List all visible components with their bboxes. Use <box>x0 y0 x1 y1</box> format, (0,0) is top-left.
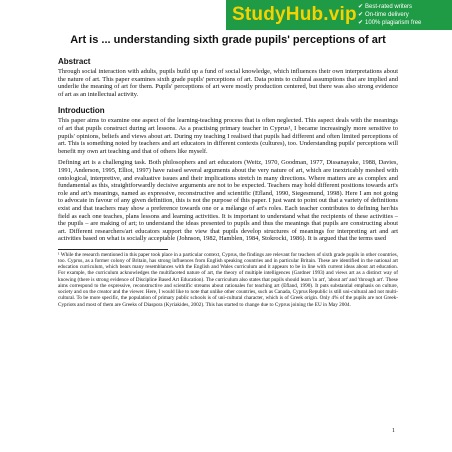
intro-paragraph-1: This paper aims to examine one aspect of the learning-teaching process that is often neglected. This aspect deals with the meanings of art that pupils construct during art lessons. As a practising primary teacher in Cyprus¹, I became increasingly more sensitive to pupils' opinions, beliefs and views about art. During my teaching I realised that pupils had different and often limited perceptions of art. This is something noted by teachers and art educators in different contexts (cultures), too. Understanding pupils' perceptions will benefit my own art teaching and that of others like myself. <box>58 117 398 155</box>
page-number: 1 <box>392 428 395 434</box>
check-icon: ✔ <box>358 20 364 26</box>
document-page <box>58 34 398 308</box>
feature-item <box>358 19 446 27</box>
introduction-heading: Introduction <box>58 106 105 116</box>
feature-label: Best-rated writers <box>365 4 413 10</box>
abstract-heading: Abstract <box>58 57 91 66</box>
check-icon: ✔ <box>358 12 364 18</box>
footnote: ¹ While the research mentioned in this paper took place in a particular context, Cyprus, the findings are relevant for teachers of sixth grade pupils in other countries, too. Cyprus, as a former colony of Britain, has strong influences from English speaking countries and in particular Britain. These are identified in the national art education curriculum, which bears many resemblances with the English and Wales curriculum and it appears to be in line with current ideas about art education. For example, the curriculum acknowledges the multifaceted nature of art, the theory of multiple intelligences (Gardner 1993) and views art as a distinct way of knowing (there is strong evidence of Discipline Based Art Education). The curriculum also states that pupils should learn 'in art', 'about art' and 'through art'. These aims correspond to the expressive, reconstructive and scientific streams about rationales for teaching art (Efland, 1990). It puts substantial emphasis on culture, society and on the creator and the viewer. Here, I would like to note that unlike other countries, such as Canada, Cyprus Republic is still uni-cultural and not multi-cultural. To be more specific, the population of primary public schools is of uni-cultural character, which is of Greek origin. Only 4% of the pupils are not Greek-Cypriots and most of them are Greeks of Diaspora (Kyriakides, 2002). This has started to change due to Cyprus joining the EU in May 2004. <box>58 251 398 308</box>
document-title: Art is ... understanding sixth grade pupils' perceptions of art <box>70 34 386 46</box>
intro-paragraph-2: Defining art is a challenging task. Both philosophers and art educators (Weitz, 1970, Goodman, 1977, Dissanayake, 1988, Davies, 1991, Anderson, 1995, Elliot, 1997) have raised several arguments about the very nature of art, which are inextricably meshed with ontological, interpretive, and evaluative issues and their implications stretch in many directions. Where matters are as complex and fundamental as this, straightforwardly decisive arguments are not to be expected. Teachers may hold different positions towards art's role and art's meanings, named as expressive, reconstructive and scientific (Efland, 1990, Siegesmund, 1998). Here I am not going to advocate in favour of any given definition, this is not the purpose of this paper. I just want to point out that a variety of definitions exist and that teachers may show a preference towards one or a mélange of art's roles. Each teacher contributes to defining her/his field as each one teaches, plans lessons and learning activities. It is important to understand what the recipients of these activities – the pupils – are making of art; to understand the ideas presented to pupils and thus the meanings that pupils are constructing about art. Different researchers/art educators support the view that pupils develop structures of meanings for interpreting art and art activities based on what is socially acceptable (Johnson, 1982, Hamblen, 1984, Stokrocki, 1986). It is argued that the terms used <box>58 159 398 243</box>
check-icon: ✔ <box>358 4 364 10</box>
feature-label: On-time delivery <box>365 12 409 18</box>
feature-item <box>358 3 446 11</box>
studyhub-banner[interactable] <box>226 0 452 30</box>
feature-item <box>358 11 446 19</box>
abstract-paragraph: Through social interaction with adults, pupils build up a fund of social knowledge, which influences their own interpretations about the nature of art. This paper examines sixth grade pupils' perceptions of art. Data points to cultural assumptions that are implied and underlie the meaning of art for them. Pupils' perceptions of art were mostly production centered, but there was also strong evidence of art as an intellectual activity. <box>58 68 398 98</box>
studyhub-logo[interactable]: StudyHub.vip <box>232 4 357 25</box>
footnote-divider <box>58 249 168 250</box>
banner-features <box>358 3 446 27</box>
feature-label: 100% plagiarism free <box>365 20 422 26</box>
